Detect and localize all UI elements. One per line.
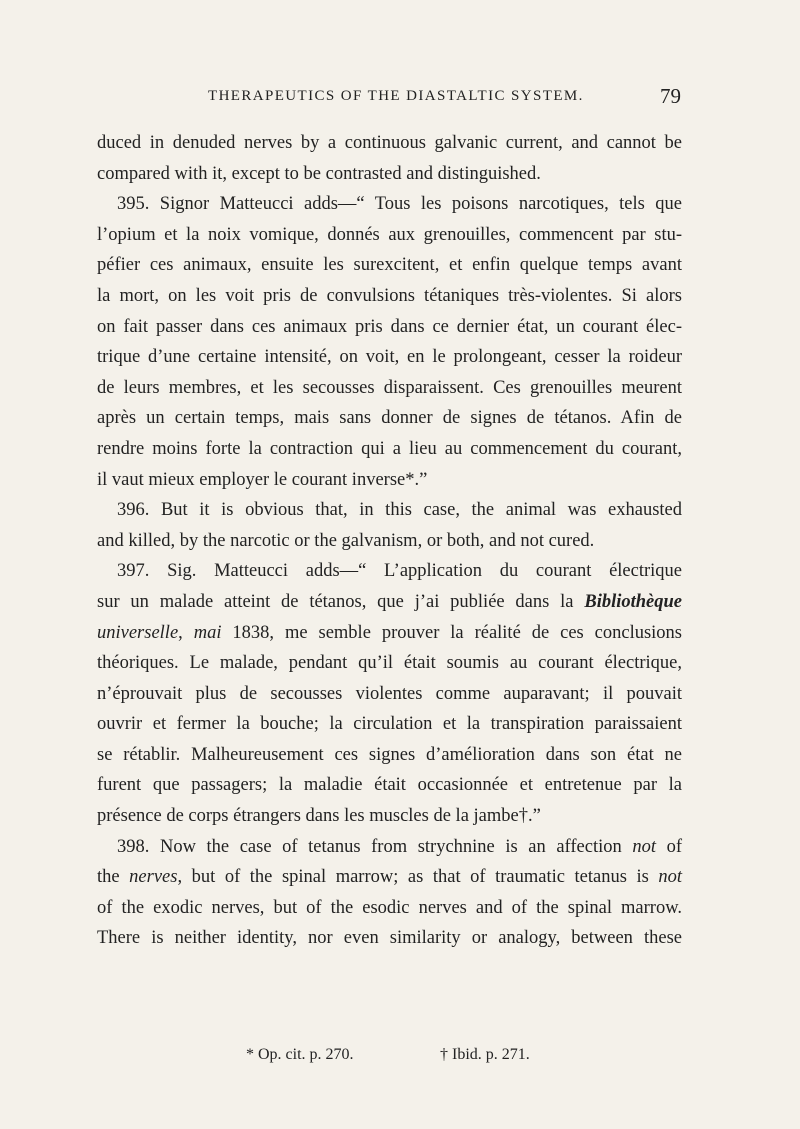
text-line (97, 587, 682, 618)
text-line: se rétablir. Malheureusement ces signes d’amélioration dans son état ne (97, 744, 682, 765)
text-line: There is neither identity, nor even similarity or analogy, between these (97, 928, 682, 949)
text-fragment: the (97, 867, 120, 888)
emphasis-not-2: not (658, 867, 683, 888)
text-fragment: of (666, 836, 682, 857)
paragraph-395-start: 395. Signor Matteucci adds—“ Tous les poisons narcotiques, tels que (117, 194, 682, 215)
text-fragment: , but of the spinal marrow; as that of traumatic tetanus is (177, 867, 649, 888)
text-line: théoriques. Le malade, pendant qu’il était soumis au courant électrique, (97, 653, 682, 674)
running-title: THERAPEUTICS OF THE DIASTALTIC SYSTEM. (208, 88, 584, 104)
text-line: and killed, by the narcotic or the galvanism, or both, and not cured. (97, 530, 595, 551)
text-line: la mort, on les voit pris de convulsions tétaniques très-violentes. Si alors (97, 285, 682, 306)
text-fragment: 1838, me semble prouver la réalité de ces conclusions (232, 622, 683, 643)
emphasis-nerves: nerves (129, 867, 178, 888)
emphasis-universelle: universelle (97, 622, 179, 643)
paragraph-397-start: 397. Sig. Matteucci adds—“ L’application du courant électrique (117, 561, 682, 582)
text-fragment: 398. Now the case of tetanus from strychnine is an affection (117, 836, 622, 857)
paragraph-396-start: 396. But it is obvious that, in this case, the animal was exhausted (117, 500, 682, 521)
emphasis-not: not (632, 836, 656, 857)
text-line: n’éprouvait plus de secousses violentes comme auparavant; il pouvait (97, 683, 682, 704)
text-line: trique d’une certaine intensité, on voit, en le prolongeant, cesser la roideur (97, 347, 682, 368)
text-fragment: sur un malade atteint de tétanos, que j’ai publiée dans la (97, 591, 574, 612)
body-text (97, 128, 682, 954)
text-line: duced in denuded nerves by a continuous galvanic current, and cannot be (97, 133, 682, 153)
text-line: compared with it, except to be contrasted and distinguished. (97, 163, 541, 184)
page-number: 79 (660, 84, 681, 108)
emphasis-mai: mai (193, 622, 222, 643)
footnotes (0, 1046, 800, 1068)
text-line: on fait passer dans ces animaux pris dans ce dernier état, un courant élec- (97, 316, 682, 337)
text-line: universelle, mai 1838, me semble prouver la réalité de ces conclusions (97, 622, 683, 643)
text-line: de leurs membres, et les secousses disparaissent. Ces grenouilles meurent (97, 377, 682, 398)
paragraph-398-start (97, 832, 682, 863)
footnote-2: † Ibid. p. 271. (440, 1046, 530, 1063)
emphasis-bibliotheque: Bibliothèque (584, 591, 683, 612)
text-line: présence de corps étrangers dans les muscles de la jambe†.” (97, 806, 541, 827)
footnote-1: * Op. cit. p. 270. (246, 1046, 354, 1063)
text-line: il vaut mieux employer le courant inverse*.” (97, 469, 428, 490)
text-line: péfier ces animaux, ensuite les surexcitent, et enfin quelque temps avant (97, 255, 682, 276)
running-head (0, 84, 800, 108)
text-line: ouvrir et fermer la bouche; la circulation et la transpiration paraissaient (97, 714, 682, 735)
text-line: of the exodic nerves, but of the esodic nerves and of the spinal marrow. (97, 897, 682, 918)
text-line (97, 862, 682, 893)
text-line: après un certain temps, mais sans donner de signes de tétanos. Afin de (97, 408, 682, 429)
text-line: rendre moins forte la contraction qui a lieu au commencement du courant, (97, 438, 682, 459)
text-line: l’opium et la noix vomique, donnés aux grenouilles, commencent par stu- (97, 224, 682, 245)
text-line: furent que passagers; la maladie était occasionnée et entretenue par la (97, 775, 682, 796)
